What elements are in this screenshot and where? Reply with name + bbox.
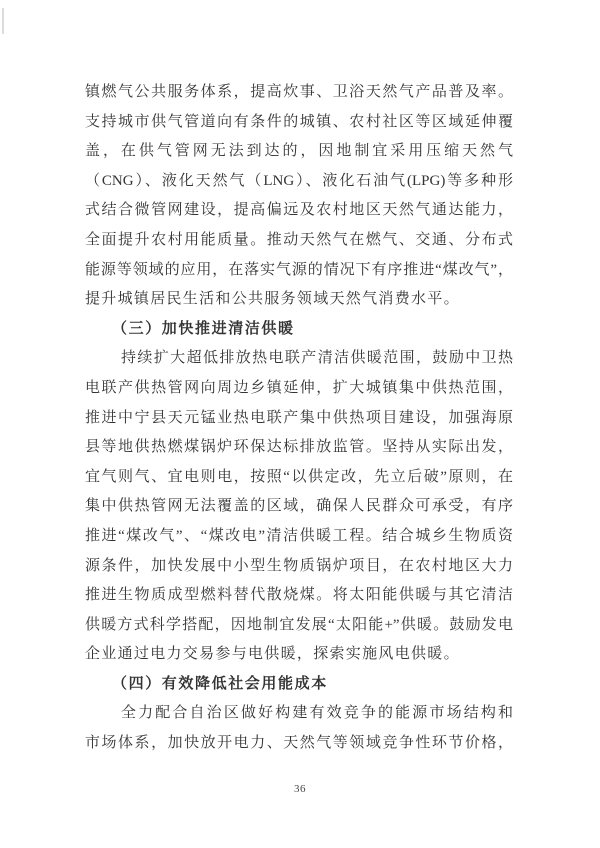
text-line: 集中供热管网无法覆盖的区域，确保人民群众可承受，有序 <box>85 498 513 515</box>
text-line: 镇燃气公共服务体系，提高炊事、卫浴天然气产品普及率。 <box>85 84 513 100</box>
text-line: 盖，在供气管网无法到达的，因地制宜采用压缩天然气 <box>85 143 513 160</box>
document-body <box>85 78 513 759</box>
text-line: 源条件，加快发展中小型生物质锅炉项目，在农村地区大力 <box>85 557 513 574</box>
text-line: 市场体系，加快放开电力、天然气等领域竞争性环节价格， <box>85 735 513 752</box>
text-line: 推进中宁县天元锰业热电联产集中供热项目建设，加强海原 <box>85 409 513 426</box>
text-line: 全力配合自治区做好构建有效竞争的能源市场结构和 <box>121 705 513 722</box>
section-heading: （三）加快推进清洁供暖 <box>112 320 295 337</box>
text-line: 企业通过电力交易参与电供暖，探索实施风电供暖。 <box>85 646 460 663</box>
text-line: 全面提升农村用能质量。推动天然气在燃气、交通、分布式 <box>85 231 513 248</box>
text-line: 式结合微管网建设，提高偏远及农村地区天然气通达能力， <box>85 202 513 219</box>
page-number: 36 <box>294 783 306 795</box>
text-line: （CNG）、液化天然气（LNG）、液化石油气(LPG)等多种形 <box>85 172 513 189</box>
text-line: 供暖方式科学搭配，因地制宜发展“太阳能+”供暖。鼓励发电 <box>85 616 513 633</box>
text-line: 能源等领域的应用，在落实气源的情况下有序推进“煤改气”， <box>85 261 513 278</box>
text-line: 支持城市供气管道向有条件的城镇、农村社区等区域延伸覆 <box>85 113 513 130</box>
text-line: 持续扩大超低排放热电联产清洁供暖范围，鼓励中卫热 <box>121 350 513 367</box>
text-line: 推进“煤改气”、“煤改电”清洁供暖工程。结合城乡生物质资 <box>85 527 513 544</box>
text-line: 县等地供热燃煤锅炉环保达标排放监管。坚持从实际出发， <box>85 439 513 456</box>
section-heading: （四）有效降低社会用能成本 <box>112 675 328 692</box>
scan-artifact <box>2 8 4 34</box>
text-line: 宜气则气、宜电则电，按照“以供定改，先立后破”原则，在 <box>85 468 513 485</box>
text-line: 提升城镇居民生活和公共服务领域天然气消费水平。 <box>85 291 460 308</box>
text-line: 电联产供热管网向周边乡镇延伸，扩大城镇集中供热范围， <box>85 379 513 396</box>
text-line: 推进生物质成型燃料替代散烧煤。将太阳能供暖与其它清洁 <box>85 587 513 604</box>
